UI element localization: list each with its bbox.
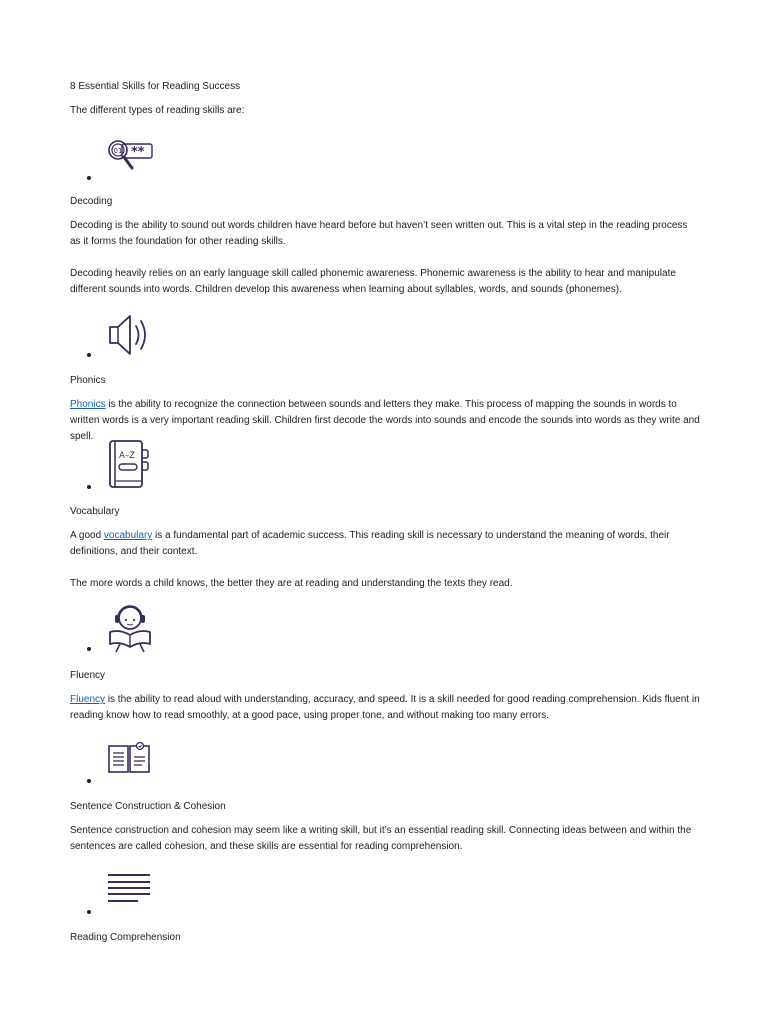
reading-child-icon	[106, 602, 154, 654]
section-heading-fluency: Fluency	[70, 670, 106, 681]
phonics-link[interactable]: Phonics	[70, 399, 106, 410]
decoding-paragraph-2: Decoding heavily relies on an early language skill called phonemic awareness. Phonemic awareness is the ability to hear and manipulate different sounds into words. Children develop this awareness when learning about syllables, words, and sounds (phonemes).	[70, 268, 676, 295]
list-bullet	[87, 485, 91, 489]
fluency-paragraph	[70, 692, 700, 724]
svg-text:01: 01	[113, 147, 123, 155]
dictionary-icon-label: A–Z	[119, 451, 135, 461]
intro-text: The different types of reading skills are:	[70, 105, 245, 116]
list-bullet	[87, 910, 91, 914]
svg-text:**: **	[131, 145, 145, 160]
dictionary-icon	[106, 438, 152, 490]
section-heading-reading-comprehension: Reading Comprehension	[70, 932, 181, 943]
fluency-text: is the ability to read aloud with understanding, accuracy, and speed. It is a skill needed for good reading comprehension. Kids fluent in reading know how to read smoothly, at a good pace, using proper tone, and without making too many errors.	[70, 694, 700, 721]
decoding-paragraph-1: Decoding is the ability to sound out words children have heard before but haven’t seen written out. This is a vital step in the reading process as it forms the foundation for other reading skills.	[70, 220, 688, 247]
vocabulary-link[interactable]: vocabulary	[103, 530, 153, 541]
vocabulary-paragraph-2: The more words a child knows, the better they are at reading and understanding the texts they read.	[70, 578, 513, 589]
list-bullet	[87, 176, 91, 180]
phonics-text: is the ability to recognize the connection between sounds and letters they make. This process of mapping the sounds in words to written words is a very important reading skill. Children first decode the words into sounds and encode the sounds into words as they write and spell.	[70, 399, 700, 442]
sentence-construction-paragraph: Sentence construction and cohesion may seem like a writing skill, but it’s an essential reading skill. Connecting ideas between and within the sentences are called cohesion, and these skills are essential for reading comprehension.	[70, 825, 692, 852]
fluency-link[interactable]: Fluency	[70, 694, 106, 705]
open-book-icon	[106, 740, 152, 776]
vocabulary-text: is a fundamental part of academic success. This reading skill is necessary to understand the meaning of words, their definitions, and their context.	[70, 530, 670, 557]
list-bullet	[87, 647, 91, 651]
list-bullet	[87, 779, 91, 783]
text-lines-icon	[106, 872, 152, 908]
page-title: 8 Essential Skills for Reading Success	[70, 81, 241, 92]
vocabulary-text-pre: A good	[70, 530, 104, 541]
phonics-paragraph	[70, 397, 700, 445]
list-bullet	[87, 353, 91, 357]
section-heading-decoding: Decoding	[70, 196, 113, 207]
section-heading-phonics: Phonics	[70, 375, 106, 386]
section-heading-vocabulary: Vocabulary	[70, 506, 120, 517]
section-heading-sentence-construction: Sentence Construction & Cohesion	[70, 801, 226, 812]
vocabulary-paragraph-1	[70, 528, 700, 560]
decoding-icon	[106, 136, 154, 174]
speaker-icon	[106, 312, 152, 358]
